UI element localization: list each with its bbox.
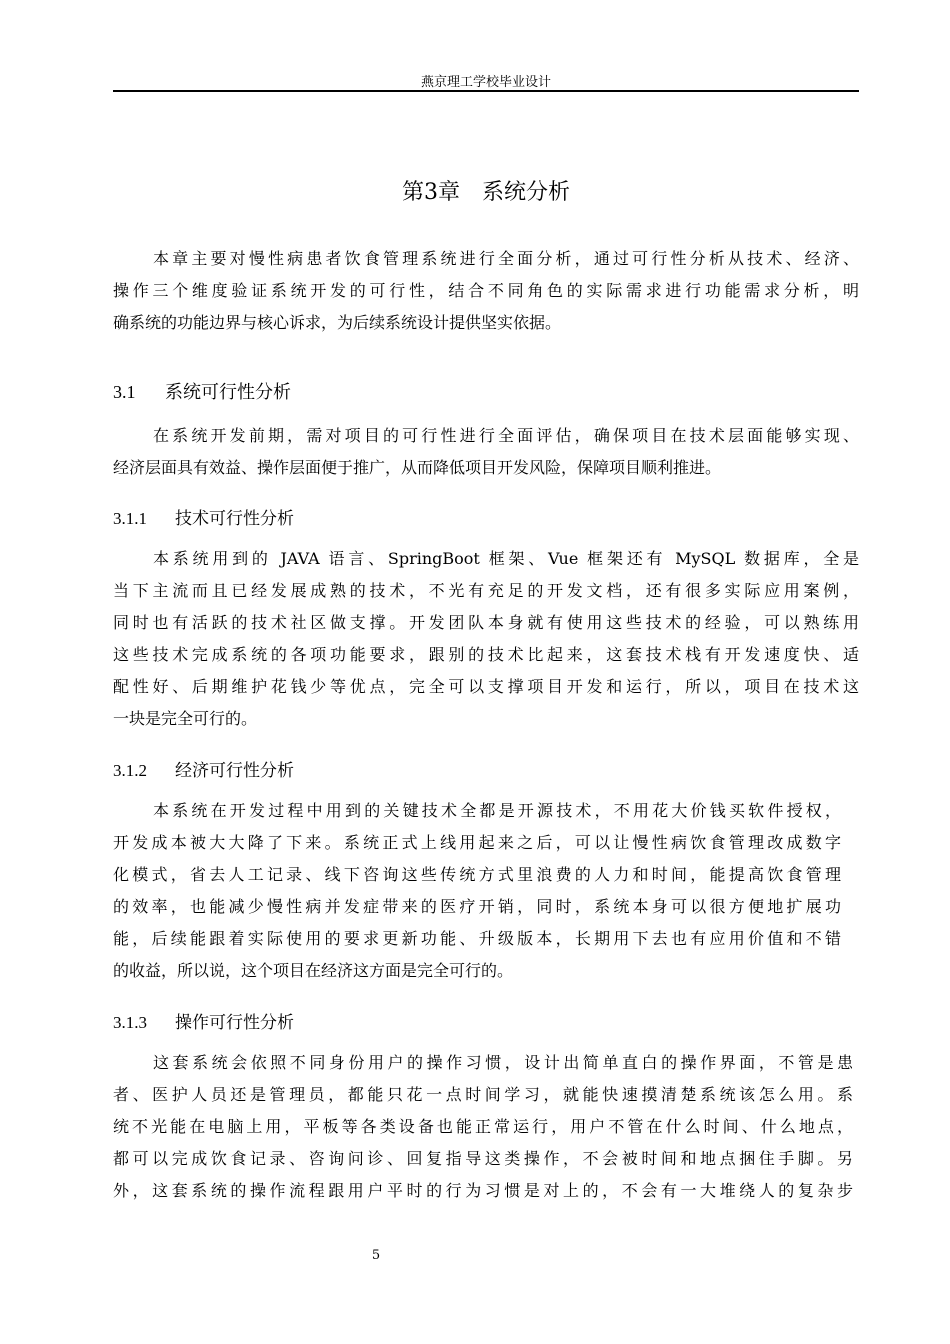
paragraph-line: 的效率，也能减少慢性病并发症带来的医疗开销，同时，系统本身可以很方便地扩展功	[113, 897, 841, 916]
section-title: 系统可行性分析	[165, 382, 291, 403]
paragraph-line: 化模式，省去人工记录、线下咨询这些传统方式里浪费的人力和时间，能提高饮食管理	[113, 865, 841, 884]
chapter-title-number: 3	[424, 180, 438, 205]
paragraph-line: 配性好、后期维护花钱少等优点，完全可以支撑项目开发和运行，所以，项目在技术这	[113, 677, 859, 696]
paragraph-line: 一块是完全可行的。	[113, 709, 258, 728]
header-rule	[113, 90, 859, 92]
paragraph-line: 都可以完成饮食记录、咨询问诊、回复指导这类操作，不会被时间和地点捆住手脚。另	[113, 1149, 853, 1168]
paragraph-line: 外，这套系统的操作流程跟用户平时的行为习惯是对上的，不会有一大堆绕人的复杂步	[113, 1181, 853, 1200]
paragraph-line: 统不光能在电脑上用，平板等各类设备也能正常运行，用户不管在什么时间、什么地点，	[113, 1117, 853, 1136]
section-title: 操作可行性分析	[175, 1013, 294, 1033]
paragraph-line: 本章主要对慢性病患者饮食管理系统进行全面分析，通过可行性分析从技术、经济、	[153, 249, 859, 268]
section-3-1-paragraph	[113, 420, 859, 484]
section-number: 3.1	[113, 382, 136, 402]
section-heading-3-1	[113, 379, 291, 406]
paragraph-line: 本系统在开发过程中用到的关键技术全都是开源技术，不用花大价钱买软件授权，	[153, 801, 841, 820]
chapter-title	[113, 178, 859, 208]
paragraph-line: 能，后续能跟着实际使用的要求更新功能、升级版本，长期用下去也有应用价值和不错	[113, 929, 841, 948]
section-number: 3.1.3	[113, 1013, 147, 1032]
page-number: 5	[371, 1248, 381, 1263]
section-3-1-2-paragraph	[113, 795, 841, 987]
paragraph-line: 操作三个维度验证系统开发的可行性，结合不同角色的实际需求进行功能需求分析，明	[113, 281, 859, 300]
chapter-title-prefix: 第	[401, 180, 424, 205]
section-title: 技术可行性分析	[175, 509, 294, 529]
paragraph-line: 确系统的功能边界与核心诉求，为后续系统设计提供坚实依据。	[113, 313, 562, 332]
chapter-title-text: 章 系统分析	[438, 180, 571, 205]
section-number: 3.1.2	[113, 761, 147, 780]
paragraph-line: 同时也有活跃的技术社区做支撑。开发团队本身就有使用这些技术的经验，可以熟练用	[113, 613, 859, 632]
section-3-1-3-paragraph	[113, 1047, 853, 1207]
page-header: 燕京理工学校毕业设计	[420, 75, 551, 90]
section-title: 经济可行性分析	[175, 761, 294, 781]
section-heading-3-1-1	[113, 506, 294, 532]
paragraph-line: 本系统用到的 JAVA 语言、SpringBoot 框架、Vue 框架还有 MySQL 数据库，全是	[153, 549, 859, 568]
paragraph-line: 的收益，所以说，这个项目在经济这方面是完全可行的。	[113, 961, 514, 980]
section-heading-3-1-2	[113, 758, 294, 784]
paragraph-line: 开发成本被大大降了下来。系统正式上线用起来之后，可以让慢性病饮食管理改成数字	[113, 833, 841, 852]
section-number: 3.1.1	[113, 509, 147, 528]
paragraph-line: 这套系统会依照不同身份用户的操作习惯，设计出简单直白的操作界面，不管是患	[153, 1053, 853, 1072]
section-3-1-1-paragraph	[113, 543, 859, 735]
paragraph-line: 当下主流而且已经发展成熟的技术，不光有充足的开发文档，还有很多实际应用案例，	[113, 581, 859, 600]
section-heading-3-1-3	[113, 1010, 294, 1036]
paragraph-line: 者、医护人员还是管理员，都能只花一点时间学习，就能快速摸清楚系统该怎么用。系	[113, 1085, 853, 1104]
intro-paragraph	[113, 243, 859, 339]
paragraph-line: 经济层面具有效益、操作层面便于推广，从而降低项目开发风险，保障项目顺利推进。	[113, 458, 722, 477]
paragraph-line: 这些技术完成系统的各项功能要求，跟别的技术比起来，这套技术栈有开发速度快、适	[113, 645, 859, 664]
paragraph-line: 在系统开发前期，需对项目的可行性进行全面评估，确保项目在技术层面能够实现、	[153, 426, 859, 445]
